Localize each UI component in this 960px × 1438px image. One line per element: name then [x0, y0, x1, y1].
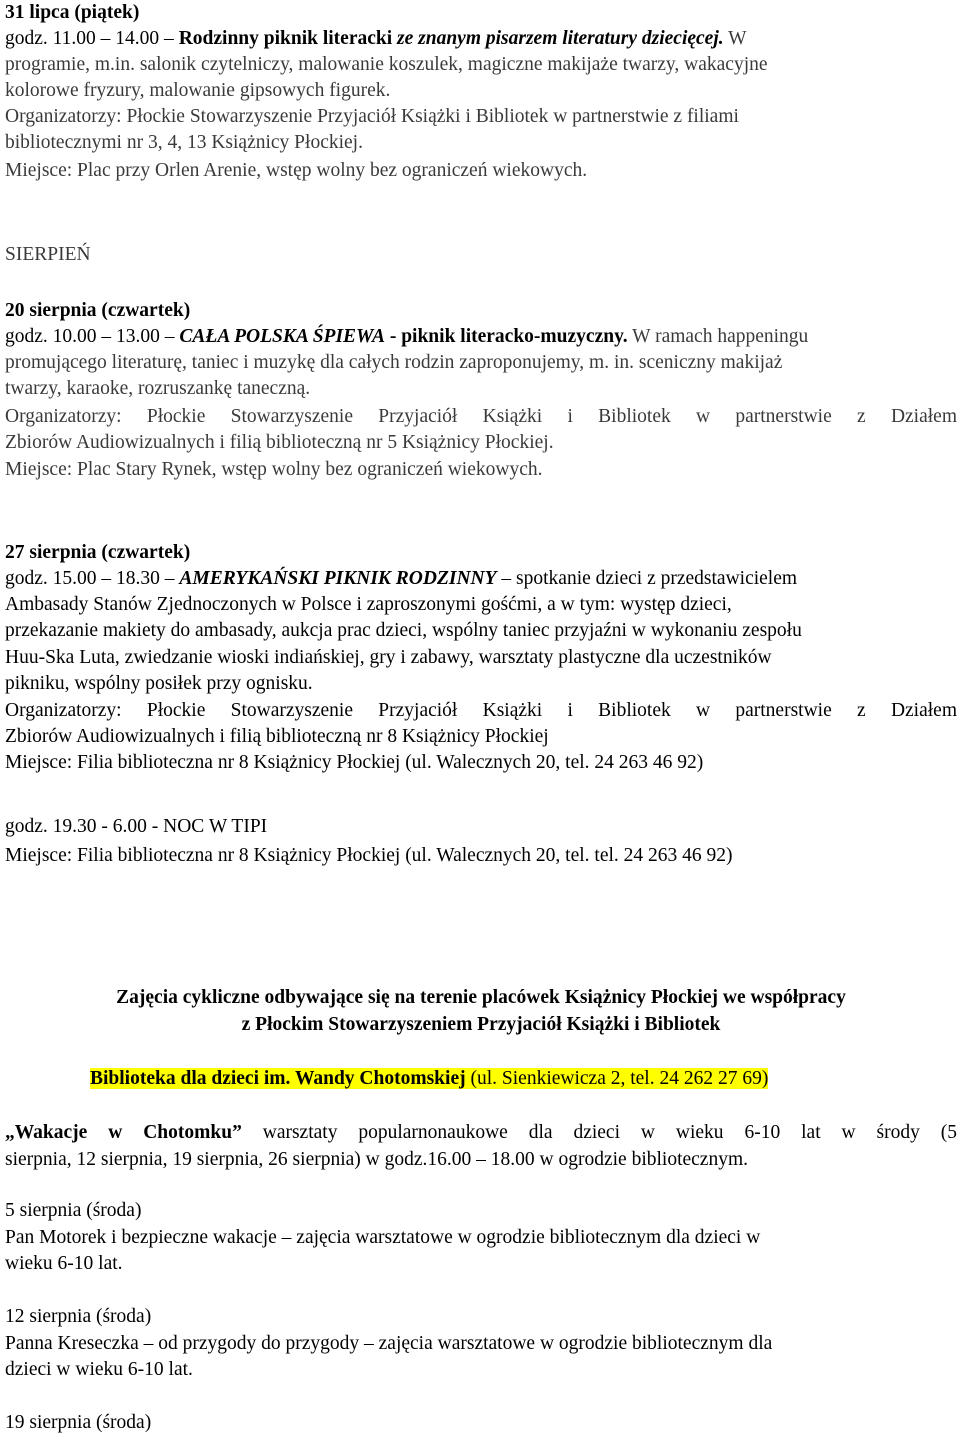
section-heading: Zajęcia cykliczne odbywające się na terenie placówek Książnicy Płockiej we współpracy — [116, 987, 846, 1008]
event-desc-line: przekazanie makiety do ambasady, aukcja prac dzieci, wspólny taniec przyjaźni w wykonaniu zespołu — [5, 620, 802, 641]
event-desc-line: Huu-Ska Luta, zwiedzanie wioski indiańskiej, gry i zabawy, warsztaty plastyczne dla uczestników — [5, 647, 772, 668]
event-title: Rodzinny piknik literacki — [178, 28, 393, 49]
event-organizers: bibliotecznymi nr 3, 4, 13 Książnicy Płockiej. — [5, 132, 363, 153]
program-desc: warsztaty popularnonaukowe dla dzieci w wieku 6-10 lat w środy (5 — [241, 1122, 957, 1143]
program-desc-line: sierpnia, 12 sierpnia, 19 sierpnia, 26 sierpnia) w godz.16.00 – 18.00 w ogrodzie bibliotecznym. — [5, 1149, 748, 1170]
session-date: 5 sierpnia (środa) — [5, 1200, 142, 1221]
program-line — [5, 1120, 957, 1146]
event-desc-line: pikniku, wspólny posiłek przy ognisku. — [5, 673, 313, 694]
month-heading: SIERPIEŃ — [5, 244, 91, 265]
library-address: (ul. Sienkiewicza 2, tel. 24 262 27 69) — [465, 1068, 769, 1089]
event-desc: W — [723, 28, 747, 49]
library-line — [90, 1066, 768, 1092]
event-time: godz. 10.00 – 13.00 – — [5, 326, 180, 347]
event-date: 31 lipca (piątek) — [5, 2, 140, 23]
event-desc-line: kolorowe fryzury, malowanie gipsowych figurek. — [5, 80, 391, 101]
event-title-italic: ze znanym pisarzem literatury dziecięcej. — [392, 28, 724, 49]
session-desc: Pan Motorek i bezpieczne wakacje – zajęcia warsztatowe w ogrodzie bibliotecznym dla dzieci w — [5, 1227, 761, 1248]
session-desc: dzieci w wieku 6-10 lat. — [5, 1359, 193, 1380]
library-name: Biblioteka dla dzieci im. Wandy Chotomskiej — [90, 1068, 466, 1089]
event-organizers: Organizatorzy: Płockie Stowarzyszenie Przyjaciół Książki i Bibliotek w partnerstwie z Działem — [5, 700, 957, 721]
event-date: 20 sierpnia (czwartek) — [5, 300, 191, 321]
night-event-place: Miejsce: Filia biblioteczna nr 8 Książnicy Płockiej (ul. Walecznych 20, tel. tel. 24 263 46 92) — [5, 845, 733, 866]
section-heading: z Płockim Stowarzyszeniem Przyjaciół Książki i Bibliotek — [241, 1014, 721, 1035]
event-time: godz. 11.00 – 14.00 – — [5, 28, 179, 49]
event-desc: W ramach happeningu — [627, 326, 809, 347]
event-place: Miejsce: Plac Stary Rynek, wstęp wolny bez ograniczeń wiekowych. — [5, 459, 543, 480]
session-desc: Panna Kreseczka – od przygody do przygody – zajęcia warsztatowe w ogrodzie bibliotecznym dla — [5, 1333, 773, 1354]
event-time-title — [5, 26, 747, 52]
event-time-title — [5, 566, 797, 592]
event-title-italic: AMERYKAŃSKI PIKNIK RODZINNY — [179, 568, 497, 589]
event-organizers: Organizatorzy: Płockie Stowarzyszenie Przyjaciół Książki i Bibliotek w partnerstwie z filiami — [5, 106, 739, 127]
session-date: 12 sierpnia (środa) — [5, 1306, 152, 1327]
event-title-italic: CAŁA POLSKA ŚPIEWA — [179, 326, 385, 347]
program-title: „Wakacje w Chotomku” — [5, 1122, 242, 1143]
event-title: - piknik literacko-muzyczny. — [384, 326, 628, 347]
event-time: godz. 15.00 – 18.30 – — [5, 568, 180, 589]
event-date: 27 sierpnia (czwartek) — [5, 542, 191, 563]
session-desc: wieku 6-10 lat. — [5, 1253, 123, 1274]
event-desc-line: programie, m.in. salonik czytelniczy, malowanie koszulek, magiczne makijaże twarzy, wakacyjne — [5, 54, 768, 75]
session-date: 19 sierpnia (środa) — [5, 1412, 152, 1433]
event-place: Miejsce: Filia biblioteczna nr 8 Książnicy Płockiej (ul. Walecznych 20, tel. 24 263 46 92) — [5, 752, 704, 773]
event-desc: – spotkanie dzieci z przedstawicielem — [496, 568, 798, 589]
event-organizers: Organizatorzy: Płockie Stowarzyszenie Przyjaciół Książki i Bibliotek w partnerstwie z Działem — [5, 406, 957, 427]
event-desc-line: Ambasady Stanów Zjednoczonych w Polsce i zaproszonymi gośćmi, a w tym: występ dzieci, — [5, 594, 732, 615]
event-organizers: Zbiorów Audiowizualnych i filią biblioteczną nr 8 Książnicy Płockiej — [5, 726, 549, 747]
event-desc-line: promującego literaturę, taniec i muzykę dla całych rodzin zaproponujemy, m. in. sceniczny makijaż — [5, 352, 783, 373]
event-desc-line: twarzy, karaoke, rozruszankę taneczną. — [5, 378, 311, 399]
event-time-title — [5, 324, 808, 350]
event-organizers: Zbiorów Audiowizualnych i filią biblioteczną nr 5 Książnicy Płockiej. — [5, 432, 554, 453]
event-place: Miejsce: Plac przy Orlen Arenie, wstęp wolny bez ograniczeń wiekowych. — [5, 160, 588, 181]
night-event-time: godz. 19.30 - 6.00 - NOC W TIPI — [5, 816, 268, 837]
